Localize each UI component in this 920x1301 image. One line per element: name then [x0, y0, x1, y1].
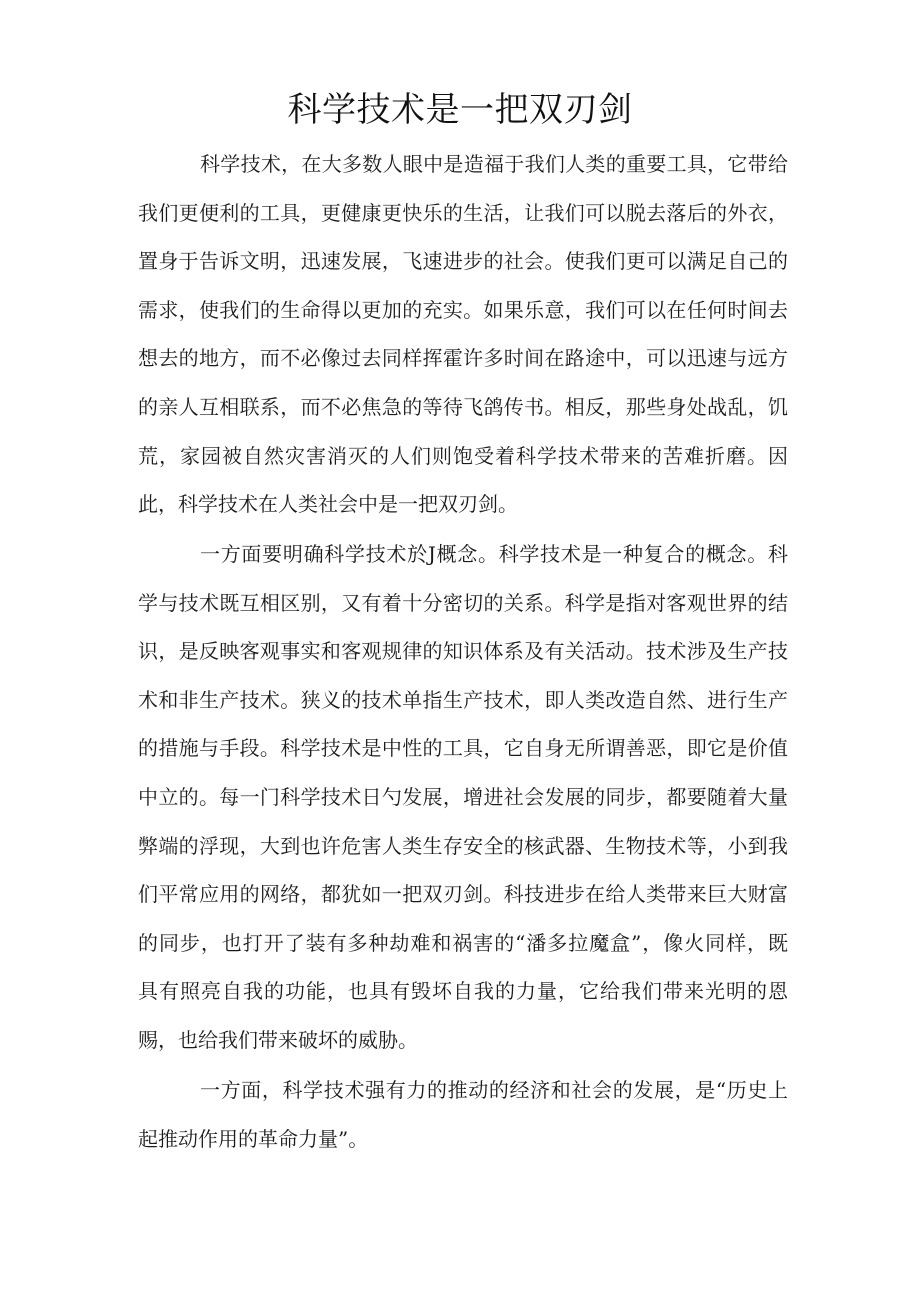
paragraph-line: 术和非生产技术。狭义的技术单指生产技术，即人类改造自然、进行生产 [138, 687, 788, 712]
paragraph-line: 的亲人互相联系，而不必焦急的等待飞鸽传书。相反，那些身处战乱，饥 [138, 394, 788, 419]
paragraph-line: 赐，也给我们带来破坏的威胁。 [138, 1027, 418, 1052]
paragraph-line: 想去的地方，而不必像过去同样挥霍许多时间在路途中，可以迅速与远方 [138, 346, 788, 371]
paragraph-line: 科学技术，在大多数人眼中是造福于我们人类的重要工具，它带给 [200, 152, 788, 176]
paragraph-line: 我们更便利的工具，更健康更快乐的生活，让我们可以脱去落后的外衣， [138, 200, 788, 225]
paragraph-line: 一方面，科学技术强有力的推动的经济和社会的发展，是“历史上 [200, 1078, 788, 1102]
paragraph-line: 此，科学技术在人类社会中是一把双刃剑。 [138, 492, 518, 517]
paragraph-line: 的同步，也打开了装有多种劫难和祸害的“潘多拉魔盒”，像火同样，既 [138, 930, 788, 955]
paragraph-2 [138, 530, 788, 1065]
paragraph-line: 识，是反映客观事实和客观规律的知识体系及有关活动。技术涉及生产技 [138, 639, 788, 664]
paragraph-line: 置身于告诉文明，迅速发展，飞速进步的社会。使我们更可以满足自己的 [138, 249, 788, 274]
paragraph-line: 起推动作用的革命力量”。 [138, 1126, 369, 1151]
paragraph-3 [138, 1066, 788, 1163]
paragraph-line: 弊端的浮现，大到也许危害人类生存安全的核武器、生物技术等，小到我 [138, 833, 788, 858]
paragraph-1 [138, 140, 788, 529]
document-title: 科学技术是一把双刃剑 [287, 90, 633, 130]
paragraph-line: 学与技术既互相区别，又有着十分密切的关系。科学是指对客观世界的结 [138, 590, 788, 615]
paragraph-line: 中立的。每一门科学技术日勺发展，增进社会发展的同步，都要随着大量 [138, 784, 788, 809]
paragraph-line: 具有照亮自我的功能，也具有毁坏自我的力量，它给我们带来光明的恩 [138, 979, 788, 1004]
paragraph-line: 荒，家园被自然灾害消灭的人们则饱受着科学技术带来的苦难折磨。因 [138, 443, 788, 468]
paragraph-line: 需求，使我们的生命得以更加的充实。如果乐意，我们可以在任何时间去 [138, 297, 788, 322]
paragraph-line: 们平常应用的网络，都犹如一把双刃剑。科技进步在给人类带来巨大财富 [138, 882, 788, 907]
paragraph-line: 一方面要明确科学技术於J概念。科学技术是一种复合的概念。科 [200, 542, 788, 566]
paragraph-line: 的措施与手段。科学技术是中性的工具，它自身无所谓善恶，即它是价值 [138, 736, 788, 761]
